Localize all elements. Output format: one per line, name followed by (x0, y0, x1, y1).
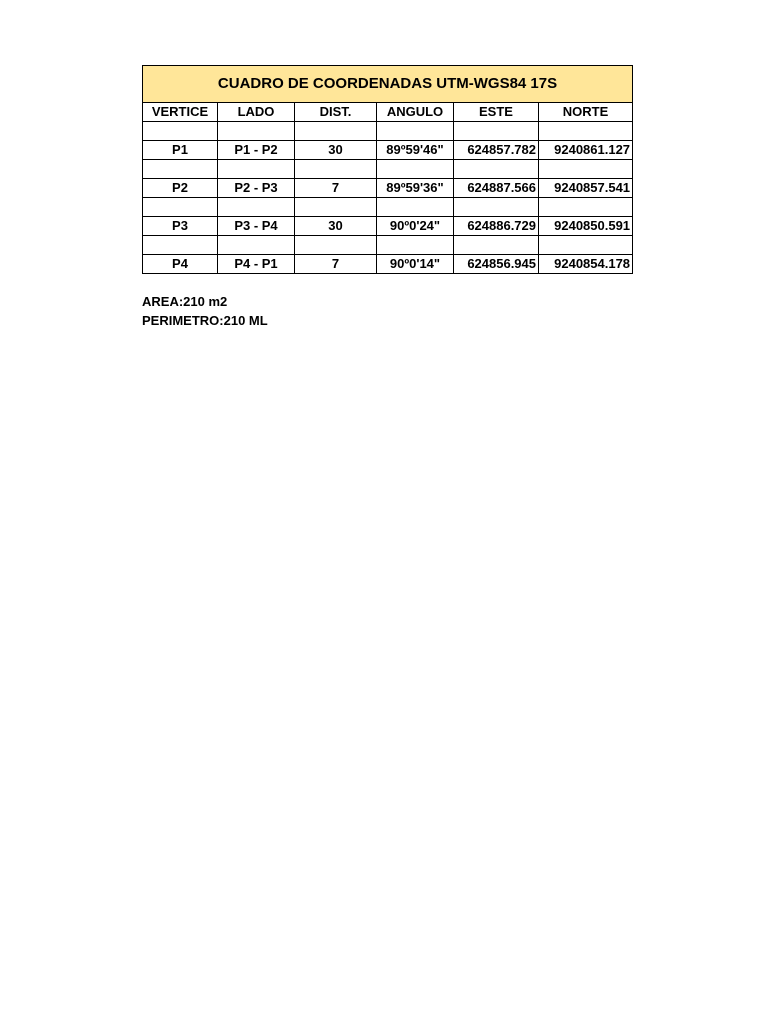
table-cell (143, 160, 218, 179)
dist-cell: 7 (295, 255, 377, 274)
table-spacer-row (143, 160, 633, 179)
table-cell (218, 198, 295, 217)
table-cell (539, 198, 633, 217)
table-cell (218, 122, 295, 141)
coordinates-sheet (142, 65, 632, 330)
table-cell (143, 198, 218, 217)
lado-cell: P2 - P3 (218, 179, 295, 198)
column-header-lado: LADO (218, 103, 295, 122)
dist-cell: 30 (295, 217, 377, 236)
table-spacer-row (143, 122, 633, 141)
area-text: AREA:210 m2 (142, 294, 228, 309)
lado-cell: P4 - P1 (218, 255, 295, 274)
table-header-row (143, 103, 633, 122)
summary-block (142, 292, 632, 330)
table-cell (295, 198, 377, 217)
coordinates-table (142, 65, 633, 274)
este-cell: 624857.782 (454, 141, 539, 160)
table-cell (539, 236, 633, 255)
column-header-angulo: ANGULO (377, 103, 454, 122)
table-cell (377, 160, 454, 179)
perimeter-text: PERIMETRO:210 ML (142, 313, 268, 328)
table-cell (539, 160, 633, 179)
table-row (143, 255, 633, 274)
table-cell (143, 236, 218, 255)
vertice-cell: P2 (143, 179, 218, 198)
este-cell: 624887.566 (454, 179, 539, 198)
angulo-cell: 90º0'24" (377, 217, 454, 236)
table-title-row (143, 66, 633, 103)
vertice-cell: P4 (143, 255, 218, 274)
column-header-norte: NORTE (539, 103, 633, 122)
table-cell (143, 122, 218, 141)
table-cell (295, 236, 377, 255)
table-cell (454, 122, 539, 141)
norte-cell: 9240857.541 (539, 179, 633, 198)
table-cell (295, 160, 377, 179)
este-cell: 624856.945 (454, 255, 539, 274)
dist-cell: 30 (295, 141, 377, 160)
vertice-cell: P1 (143, 141, 218, 160)
table-cell (295, 122, 377, 141)
table-title: CUADRO DE COORDENADAS UTM-WGS84 17S (143, 66, 633, 103)
lado-cell: P1 - P2 (218, 141, 295, 160)
table-cell (539, 122, 633, 141)
angulo-cell: 89º59'46" (377, 141, 454, 160)
este-cell: 624886.729 (454, 217, 539, 236)
norte-cell: 9240850.591 (539, 217, 633, 236)
table-cell (218, 236, 295, 255)
table-cell (377, 236, 454, 255)
table-cell (377, 198, 454, 217)
table-cell (218, 160, 295, 179)
norte-cell: 9240861.127 (539, 141, 633, 160)
vertice-cell: P3 (143, 217, 218, 236)
norte-cell: 9240854.178 (539, 255, 633, 274)
dist-cell: 7 (295, 179, 377, 198)
angulo-cell: 90º0'14" (377, 255, 454, 274)
table-spacer-row (143, 236, 633, 255)
table-cell (377, 122, 454, 141)
column-header-dist: DIST. (295, 103, 377, 122)
column-header-vertice: VERTICE (143, 103, 218, 122)
table-cell (454, 236, 539, 255)
table-cell (454, 198, 539, 217)
table-spacer-row (143, 198, 633, 217)
table-cell (454, 160, 539, 179)
table-row (143, 217, 633, 236)
table-row (143, 141, 633, 160)
table-row (143, 179, 633, 198)
lado-cell: P3 - P4 (218, 217, 295, 236)
angulo-cell: 89º59'36" (377, 179, 454, 198)
column-header-este: ESTE (454, 103, 539, 122)
